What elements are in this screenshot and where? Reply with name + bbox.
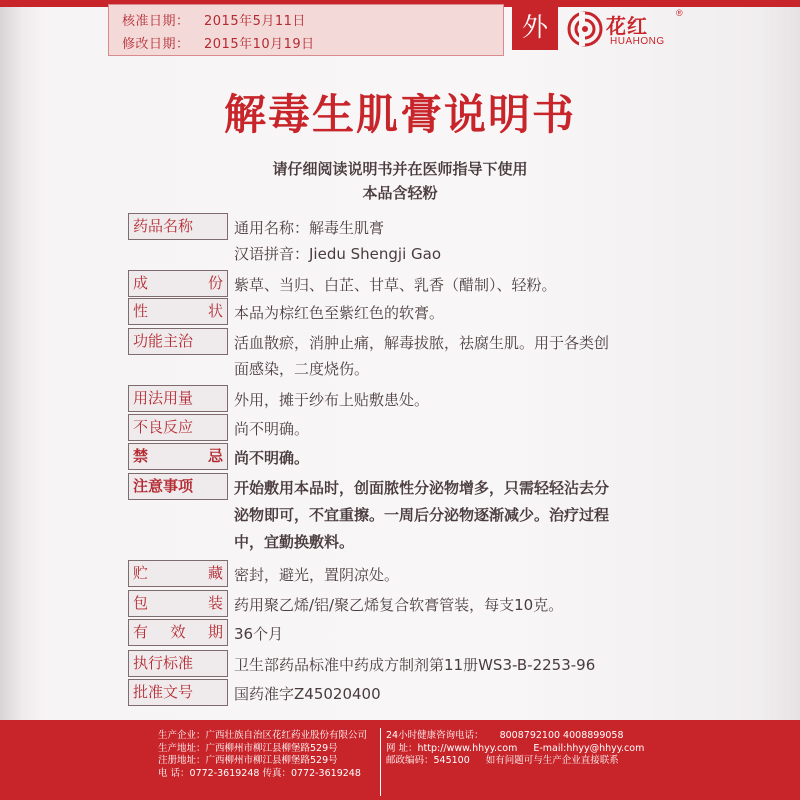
section-label-char: 效	[170, 623, 186, 641]
subtitle-contains: 本品含轻粉	[362, 184, 438, 202]
section-value	[234, 562, 704, 588]
section-value	[234, 652, 704, 678]
hotline-numbers: 8008792100 4008899058	[499, 730, 624, 741]
section-line: 尚不明确。	[234, 420, 310, 438]
section-label	[128, 560, 228, 587]
section-label	[128, 270, 228, 297]
section-line: 国药准字Z45020400	[234, 685, 381, 703]
subtitle-instruction: 请仔细阅读说明书并在医师指导下使用	[272, 160, 528, 178]
section-label-char: 藏	[207, 564, 223, 582]
huahong-logo	[566, 8, 696, 52]
email: E-mail:hhyy@hhyy.com	[533, 742, 645, 754]
section-label	[128, 298, 228, 325]
section-line: 尚不明确。	[234, 449, 310, 467]
section-label-char: 成	[133, 274, 149, 292]
footer-line	[386, 730, 766, 743]
section-value	[234, 300, 704, 326]
section-line: 泌物即可，不宜重擦。一周后分泌物逐渐减少。治疗过程	[234, 506, 610, 524]
section-label: 不良反应	[128, 414, 228, 441]
section-line: 中，宜勤换敷料。	[234, 533, 355, 551]
section-value	[234, 330, 704, 382]
section-label-char: 性	[133, 302, 149, 320]
footer-line	[386, 743, 766, 756]
brand-name-en: HUAHONG	[610, 36, 665, 47]
section-line: 本品为棕红色至紫红色的软膏。	[234, 304, 445, 322]
section-value	[234, 416, 704, 442]
section-label: 注意事项	[128, 473, 228, 500]
revision-date-line	[122, 33, 315, 52]
section-label: 功能主治	[128, 328, 228, 355]
external-use-mark: 外	[512, 6, 558, 50]
footer-line: 生产地址：广西柳州市柳江县柳堡路529号	[158, 742, 338, 754]
section-label: 批准文号	[128, 679, 228, 706]
section-line: 开始敷用本品时，创面脓性分泌物增多，只需轻轻沾去分	[234, 479, 610, 497]
footer-line: 电 话：0772-3619248 传真：0772-3619248	[158, 767, 361, 779]
revision-date-label: 修改日期：	[122, 37, 190, 52]
document-title: 解毒生肌膏说明书	[223, 90, 576, 139]
section-label-char: 包	[133, 594, 149, 612]
footer-divider	[380, 728, 381, 796]
contact-note: 如有问题可与生产企业直接联系	[485, 755, 619, 767]
section-label: 药品名称	[128, 213, 228, 240]
section-value	[234, 592, 704, 618]
approval-date: 2015年5月11日	[204, 14, 306, 29]
footer-line	[386, 755, 766, 768]
section-value	[234, 681, 704, 707]
brand-name-cn: 花红	[606, 14, 648, 38]
section-line: 紫草、当归、白芷、甘草、乳香（醋制）、轻粉。	[234, 276, 557, 294]
footer-line: 生产企业：广西壮族自治区花红药业股份有限公司	[158, 730, 368, 741]
manufacturer-footer	[0, 720, 800, 800]
section-label: 执行标准	[128, 650, 228, 677]
section-label-char: 状	[207, 302, 223, 320]
huahong-logo-icon	[566, 10, 604, 48]
section-label	[128, 443, 228, 470]
section-value	[234, 445, 704, 471]
hotline-label: 24小时健康咨询电话：	[386, 730, 484, 741]
revision-date: 2015年10月19日	[204, 37, 315, 52]
footer-line: 注册地址：广西柳州市柳江县柳堡路529号	[158, 755, 338, 767]
section-value	[234, 272, 704, 298]
section-line: 密封，避光，置阴凉处。	[234, 566, 400, 584]
registered-mark: ®	[676, 8, 683, 18]
approval-date-line	[122, 10, 306, 29]
section-label-char: 份	[207, 274, 223, 292]
section-value	[234, 215, 704, 267]
section-label	[128, 590, 228, 617]
section-line: 面感染，二度烧伤。	[234, 360, 370, 378]
section-label-char: 装	[207, 594, 223, 612]
manufacturer-info	[158, 730, 378, 780]
section-label: 用法用量	[128, 385, 228, 412]
section-line: 汉语拼音：Jiedu Shengji Gao	[234, 245, 441, 263]
section-label-char: 期	[207, 623, 223, 641]
section-line: 卫生部药品标准中药成方制剂第11册WS3-B-2253-96	[234, 656, 596, 674]
section-line: 药用聚乙烯/铝/聚乙烯复合软膏管装，每支10克。	[234, 596, 564, 614]
website: 网 址：http://www.hhyy.com	[386, 742, 518, 754]
section-value	[234, 621, 704, 647]
contact-info	[386, 730, 766, 768]
section-line: 通用名称：解毒生肌膏	[234, 219, 385, 237]
section-line: 外用，摊于纱布上贴敷患处。	[234, 391, 430, 409]
approval-date-label: 核准日期：	[122, 14, 190, 29]
section-label-char: 有	[133, 623, 149, 641]
postcode: 邮政编码：545100	[386, 755, 470, 767]
section-value	[234, 387, 704, 413]
section-line: 活血散瘀，消肿止痛，解毒拔脓，祛腐生肌。用于各类创	[234, 334, 610, 352]
section-label-char: 忌	[207, 447, 223, 465]
section-label-char: 贮	[133, 564, 149, 582]
section-label	[128, 619, 228, 646]
section-value	[234, 475, 704, 556]
section-label-char: 禁	[133, 447, 149, 465]
section-line: 36个月	[234, 625, 284, 643]
